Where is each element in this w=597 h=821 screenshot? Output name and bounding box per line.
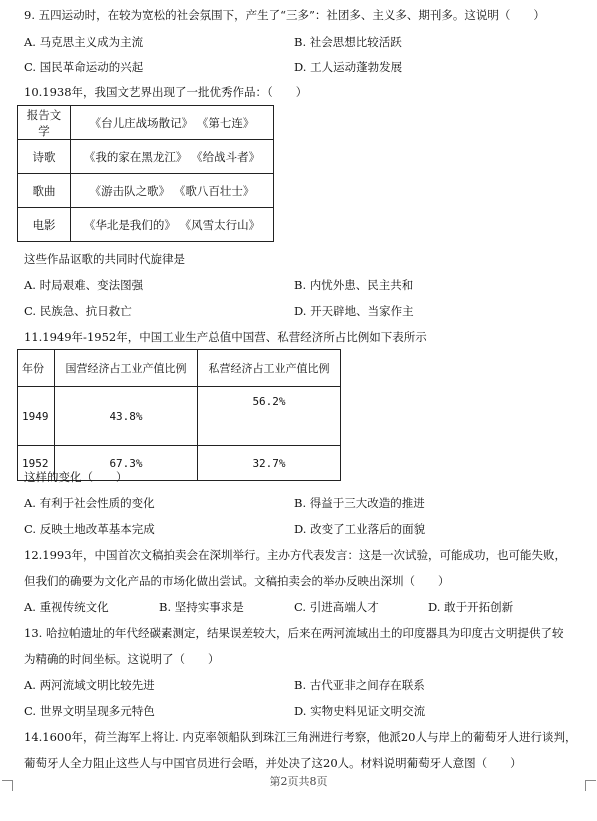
- table-row: [18, 140, 274, 174]
- q9-option-c: C. 国民革命运动的兴起: [24, 60, 144, 74]
- q10-after-text: 这些作品讴歌的共同时代旋律是: [24, 252, 185, 266]
- table-cell: 《我的家在黑龙江》 《给战斗者》: [71, 140, 274, 174]
- q11-option-c: C. 反映土地改革基本完成: [24, 522, 155, 536]
- table-cell: 报告文学: [18, 106, 71, 140]
- q14-stem-line2: 葡萄牙人全力阻止这些人与中国官员进行会晤，并处决了这20人。材料说明葡萄牙人意图（ ）: [24, 756, 522, 770]
- table-cell: 67.3%: [55, 446, 198, 481]
- q12-option-b: B. 坚持实事求是: [159, 600, 244, 614]
- q11-stem: 11.1949年-1952年，中国工业生产总值中国营、私营经济所占比例如下表所示: [24, 330, 427, 344]
- q11-option-a: A. 有利于社会性质的变化: [24, 496, 155, 510]
- q13-option-a: A. 两河流域文明比较先进: [24, 678, 155, 692]
- table-cell: 56.2%: [198, 387, 341, 446]
- table-cell: 诗歌: [18, 140, 71, 174]
- table-header-cell: 国营经济占工业产值比例: [55, 350, 198, 387]
- q13-option-d: D. 实物史料见证文明交流: [294, 704, 426, 718]
- table-row: [18, 208, 274, 242]
- table-row: [18, 174, 274, 208]
- q9-option-b: B. 社会思想比较活跃: [294, 35, 402, 49]
- q10-option-b: B. 内忧外患、民主共和: [294, 278, 414, 292]
- q12-stem-line2: 但我们的确要为文化产品的市场化做出尝试。文稿拍卖会的举办反映出深圳（ ）: [24, 574, 450, 588]
- q13-stem-line2: 为精确的时间坐标。这说明了（ ）: [24, 652, 220, 666]
- q13-option-b: B. 古代亚非之间存在联系: [294, 678, 425, 692]
- q9-option-d: D. 工人运动蓬勃发展: [294, 60, 403, 74]
- table-header-row: [18, 350, 341, 387]
- table-cell: 《华北是我们的》 《风雪太行山》: [71, 208, 274, 242]
- q12-option-a: A. 重视传统文化: [24, 600, 109, 614]
- table-header-cell: 年份: [18, 350, 55, 387]
- table-cell: 1949: [18, 387, 55, 446]
- table-cell: 《台儿庄战场散记》 《第七连》: [71, 106, 274, 140]
- q11-option-d: D. 改变了工业落后的面貌: [294, 522, 426, 536]
- q10-stem: 10.1938年，我国文艺界出现了一批优秀作品：（ ）: [24, 85, 308, 99]
- q12-stem-line1: 12.1993年，中国首次文稿拍卖会在深圳举行。主办方代表发言：这是一次试验，可能成功，也可能失败，: [24, 548, 567, 562]
- q10-works-table: [17, 105, 274, 242]
- table-cell: 电影: [18, 208, 71, 242]
- q13-option-c: C. 世界文明呈现多元特色: [24, 704, 155, 718]
- q12-option-c: C. 引进高端人才: [294, 600, 379, 614]
- table-header-cell: 私营经济占工业产值比例: [198, 350, 341, 387]
- table-cell: 歌曲: [18, 174, 71, 208]
- table-row: [18, 106, 274, 140]
- q12-option-d: D. 敢于开拓创新: [428, 600, 514, 614]
- q11-option-b: B. 得益于三大改造的推进: [294, 496, 425, 510]
- q9-option-a: A. 马克思主义成为主流: [24, 35, 144, 49]
- q10-option-a: A. 时局艰难、变法图强: [24, 278, 144, 292]
- table-cell: 《游击队之歌》 《歌八百壮士》: [71, 174, 274, 208]
- q14-stem-line1: 14.1600年，荷兰海军上将让. 内克率领船队到珠江三角洲进行考察，他派20人与岸上的葡萄牙人进行谈判，: [24, 730, 577, 744]
- q11-ratio-table: [17, 349, 341, 481]
- table-cell: 32.7%: [198, 446, 341, 481]
- table-cell: 1952: [18, 446, 55, 481]
- table-cell: 43.8%: [55, 387, 198, 446]
- table-row: [18, 387, 341, 446]
- q10-option-c: C. 民族急、抗日救亡: [24, 304, 132, 318]
- q10-option-d: D. 开天辟地、当家作主: [294, 304, 414, 318]
- page-footer: 第2页共8页: [269, 775, 328, 788]
- q11-after-text: 这样的变化（ ）: [24, 470, 128, 484]
- q13-stem-line1: 13. 哈拉帕遗址的年代经碳素测定，结果误差较大，后来在两河流域出土的印度器具为印度古文明提供了较: [24, 626, 564, 640]
- q9-stem: 9. 五四运动时，在较为宽松的社会氛围下，产生了“三多”：社团多、主义多、期刊多。这说明（ ）: [24, 8, 545, 22]
